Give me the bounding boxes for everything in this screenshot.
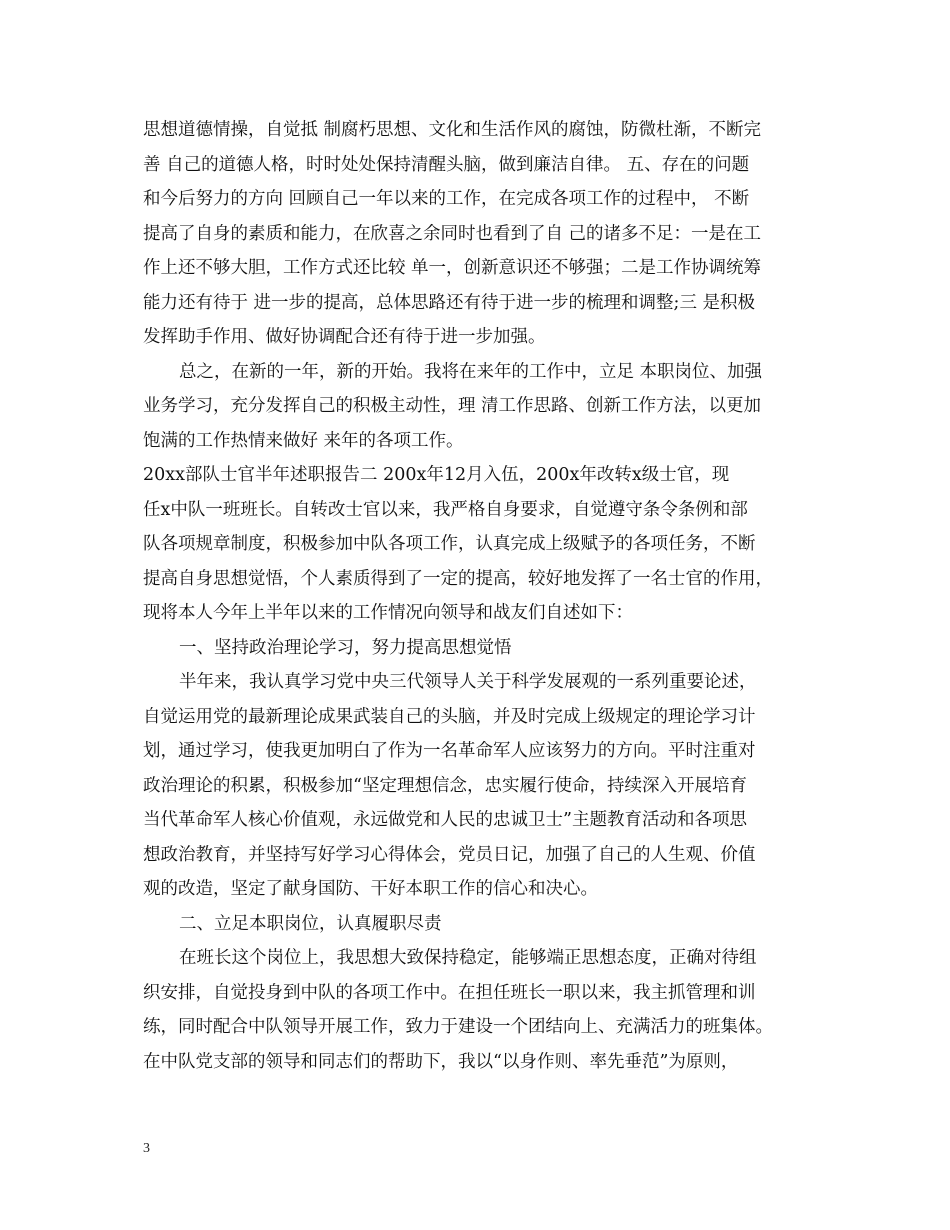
text-line: 一、坚持政治理论学习，努力提高思想觉悟 [179,637,512,658]
text-line: 提高了自身的素质和能力，在欣喜之余同时也看到了自 己的诸多不足：一是在工 [143,223,762,244]
text-line: 织安排，自觉投身到中队的各项工作中。在担任班长一职以来，我主抓管理和训 [143,982,756,1003]
text-line: 思想道德情操，自觉抵 制腐朽思想、文化和生活作风的腐蚀，防微杜渐，不断完 [143,120,762,140]
text-line: 练，同时配合中队领导开展工作，致力于建设一个团结向上、充满活力的班集体。 [143,1017,773,1037]
text-line: 作上还不够大胆，工作方式还比较 单一，创新意识还不够强；二是工作协调统筹 [143,258,762,278]
document-body [143,113,823,1079]
text-line: 当代革命军人核心价值观，永远做党和人民的忠诚卫士”主题教育活动和各项思 [143,810,747,830]
text-line: 总之，在新的一年，新的开始。我将在来年的工作中，立足 本职岗位、加强 [179,361,763,382]
text-line: 善 自己的道德人格，时时处处保持清醒头脑，做到廉洁自律。 五、存在的问题 [143,154,750,175]
text-line: 任x中队一班班长。自转改士官以来，我严格自身要求，自觉遵守条令条例和部 [143,499,748,520]
text-line: 自觉运用党的最新理论成果武装自己的头脑，并及时完成上级规定的理论学习计 [143,706,756,727]
text-line: 队各项规章制度，积极参加中队各项工作，认真完成上级赋予的各项任务，不断 [143,534,756,554]
text-line: 划，通过学习，使我更加明白了作为一名革命军人应该努力的方向。平时注重对 [143,741,756,761]
text-line: 发挥助手作用、做好协调配合还有待于进一步加强。 [143,327,546,347]
page-number: 3 [143,1141,150,1156]
text-line: 能力还有待于 进一步的提高，总体思路还有待于进一步的梳理和调整;三 是积极 [143,292,756,313]
text-line: 二、立足本职岗位，认真履职尽责 [179,913,442,934]
text-line: 在中队党支部的领导和同志们的帮助下，我以“以身作则、率先垂范”为原则， [143,1051,739,1072]
text-line: 业务学习，充分发挥自己的积极主动性，理 清工作思路、创新工作方法，以更加 [143,396,762,416]
text-line: 和今后努力的方向 回顾自己一年以来的工作，在完成各项工作的过程中， 不断 [143,189,750,209]
text-line: 想政治教育，并坚持写好学习心得体会，党员日记，加强了自己的人生观、价值 [143,844,756,865]
text-line: 20xx部队士官半年述职报告二 200x年12月入伍，200x年改转x级士官，现 [143,465,730,485]
text-line: 饱满的工作热情来做好 来年的各项工作。 [143,430,464,451]
text-line: 观的改造，坚定了献身国防、干好本职工作的信心和决心。 [143,879,598,899]
text-line: 在班长这个岗位上，我思想大致保持稳定，能够端正思想态度，正确对待组 [179,948,757,968]
text-line: 现将本人今年上半年以来的工作情况向领导和战友们自述如下： [143,603,633,623]
text-line: 提高自身思想觉悟，个人素质得到了一定的提高，较好地发挥了一名士官的作用， [143,568,773,589]
text-line: 半年来，我认真学习党中央三代领导人关于科学发展观的一系列重要论述， [179,672,757,692]
text-line: 政治理论的积累，积极参加“坚定理想信念，忠实履行使命，持续深入开展培育 [143,775,747,796]
